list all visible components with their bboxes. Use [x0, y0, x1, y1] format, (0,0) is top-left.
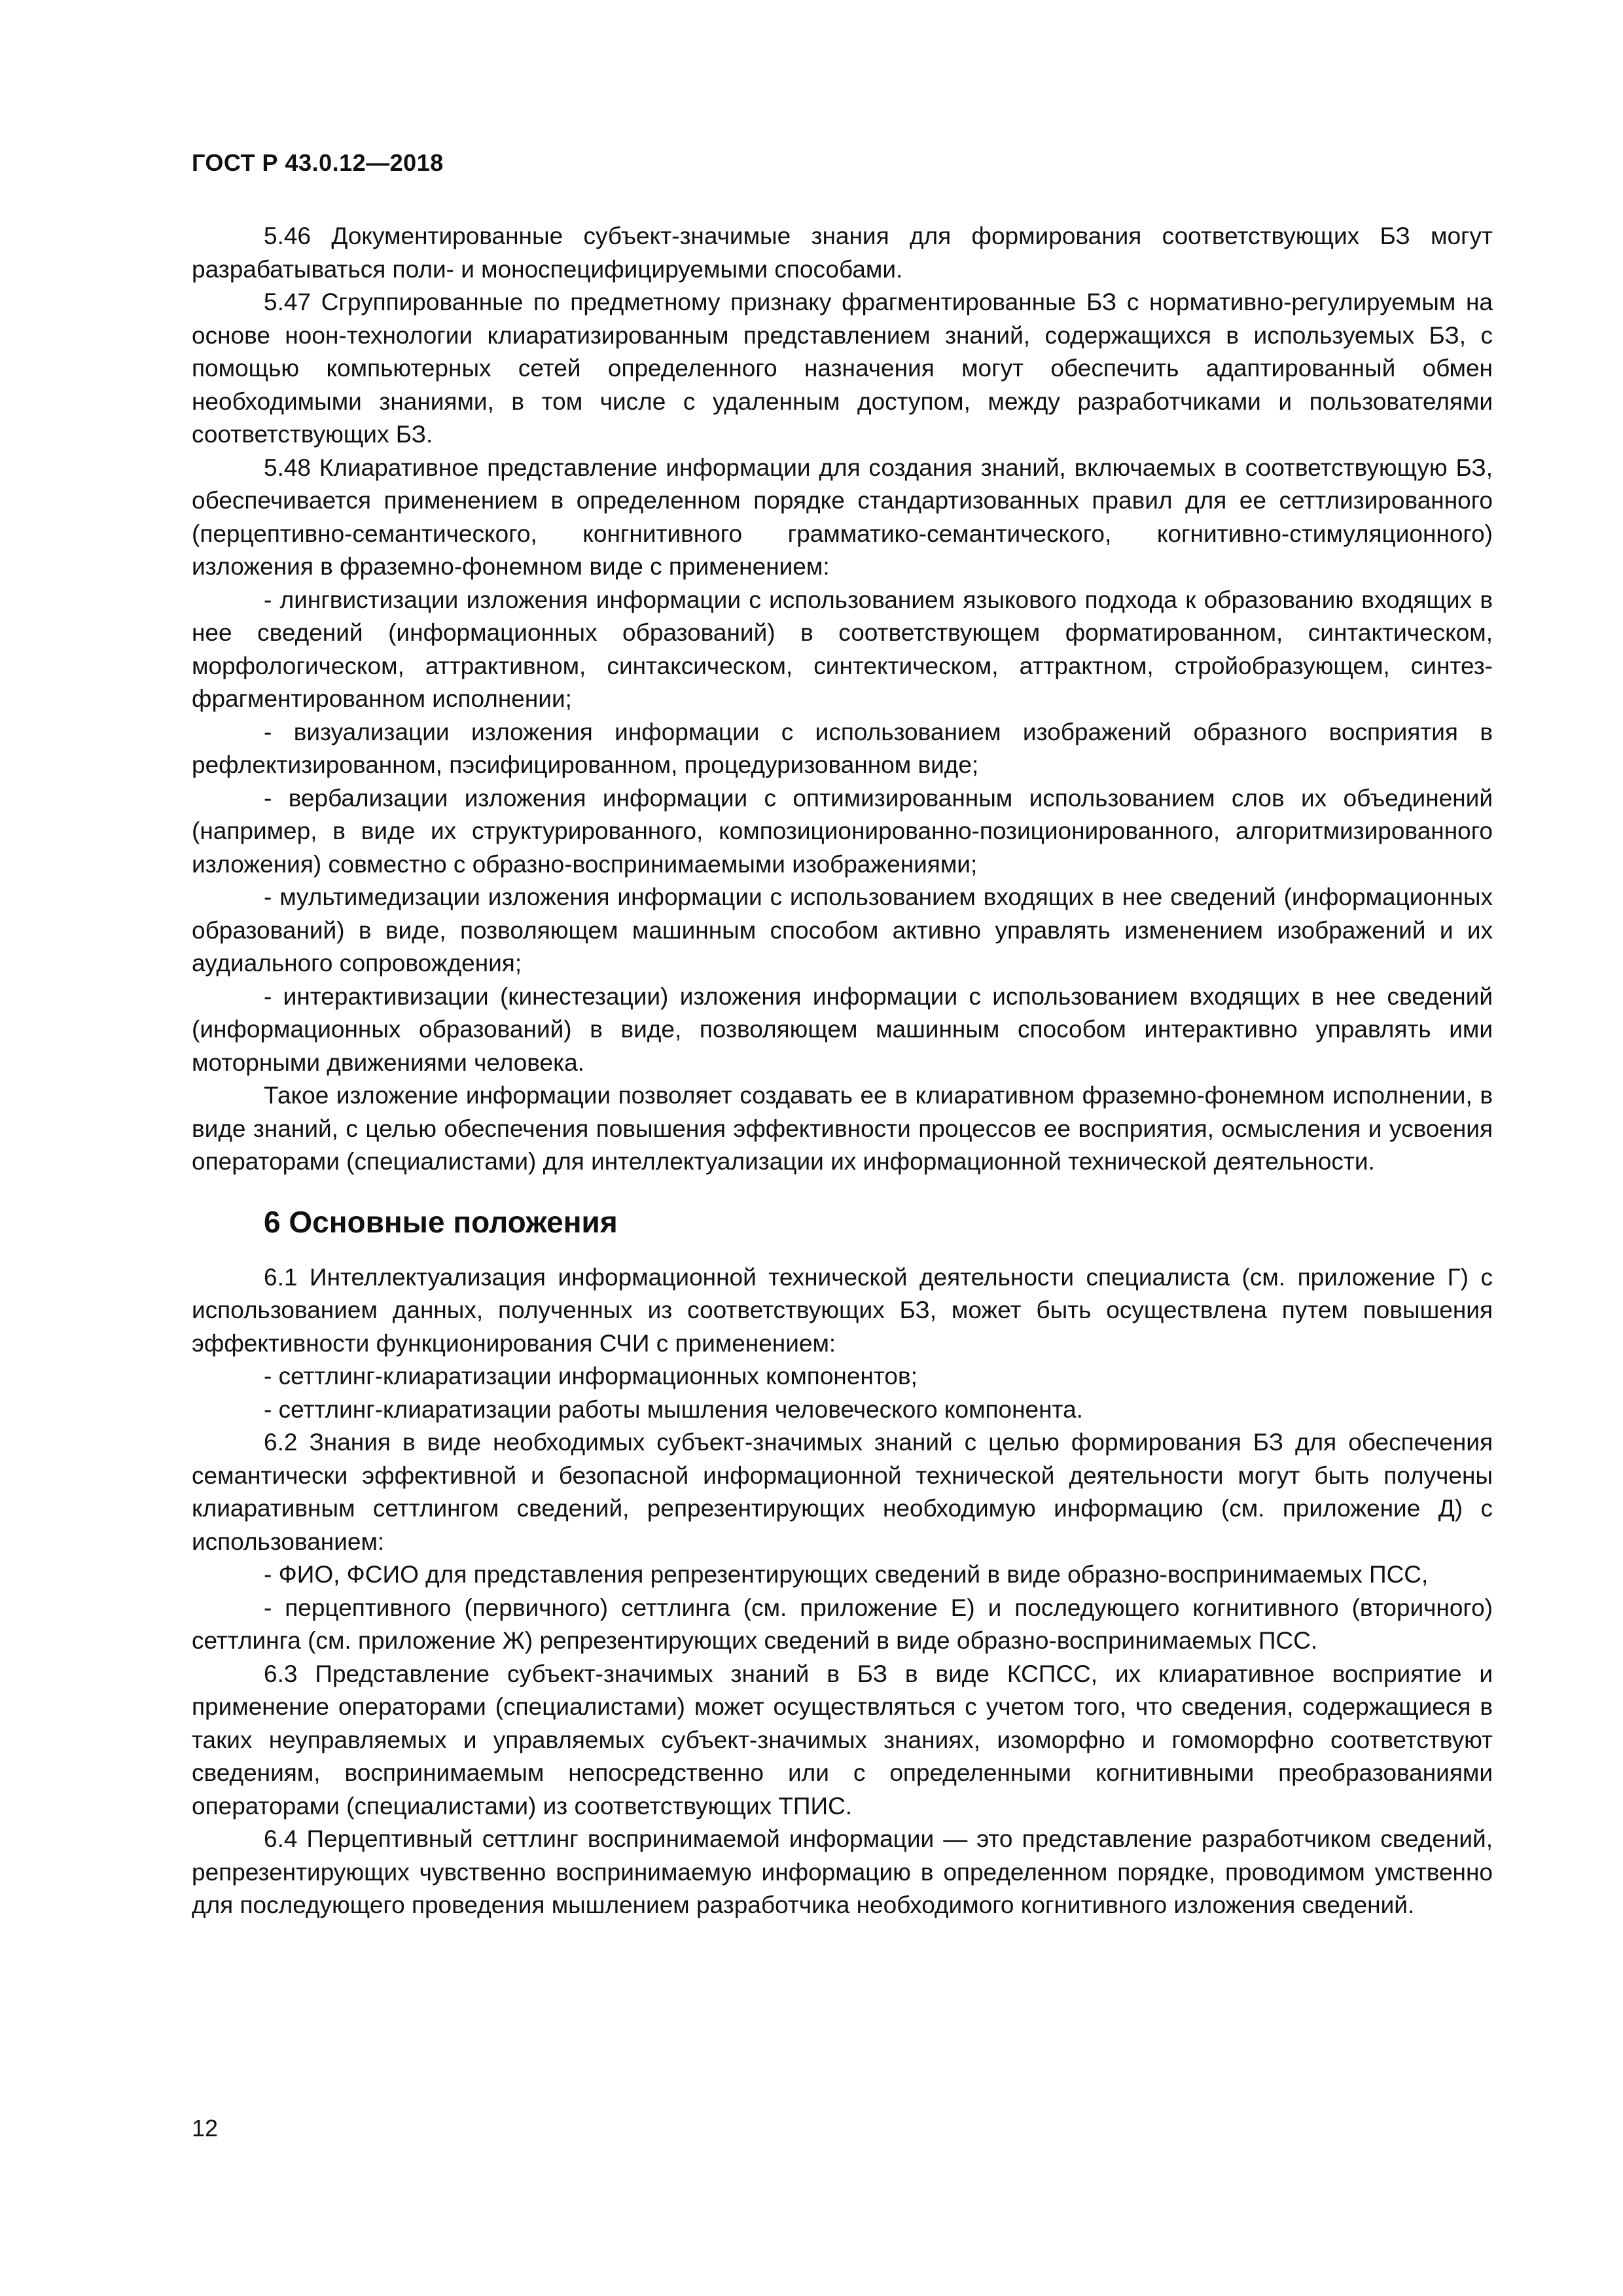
paragraph-summary: Такое изложение информации позволяет создавать ее в клиаративном фраземно-фонемном исполнении, в виде знаний, с целью обеспечения повышения эффективности процессов ее восприятия, осмысления и усвоения операторами (специалистами) для интеллектуализации их информационной технической деятельности.	[192, 1082, 1493, 1175]
section-title: 6 Основные положения	[264, 1204, 618, 1239]
paragraph-5-46: 5.46 Документированные субъект-значимые знания для формирования соответствующих БЗ могут разрабатываться поли- и моноспецифицируемыми способами.	[192, 223, 1493, 283]
paragraph-6-2: 6.2 Знания в виде необходимых субъект-значимых знаний с целью формирования БЗ для обеспечения семантически эффективной и безопасной информационной технической деятельности могут быть получены клиаративным сеттлингом сведений, репрезентирующих необходимую информацию (см. приложение Д) с использованием:	[192, 1429, 1493, 1555]
document-header: ГОСТ Р 43.0.12—2018	[192, 149, 444, 176]
list-item-settling-components: - сеттлинг-клиаратизации информационных компонентов;	[264, 1363, 918, 1390]
list-item-perceptive-settling: - перцептивного (первичного) сеттлинга (см. приложение Е) и последующего когнитивного (вторичного) сеттлинга (см. приложение Ж) репрезентирующих сведений в виде образно-воспринимаемых ПСС.	[192, 1594, 1493, 1654]
paragraph-6-3: 6.3 Представление субъект-значимых знаний в БЗ в виде КСПСС, их клиаративное восприятие и применение операторами (специалистами) может осуществляться с учетом того, что сведения, содержащиеся в таких неуправляемых и управляемых субъект-значимых знаниях, изоморфно и гомоморфно соответствуют сведениям, воспринимаемым непосредственно или с определенными когнитивными преобразованиями операторами (специалистами) из соответствующих ТПИС.	[192, 1660, 1493, 1820]
list-item-verbalization: - вербализации изложения информации с оптимизированным использованием слов их объединений (например, в виде их структурированного, композиционированно-позиционированного, алгоритмизированного изложения) совместно с образно-воспринимаемыми изображениями;	[192, 784, 1493, 878]
list-item-multimedization: - мультимедизации изложения информации с использованием входящих в нее сведений (информационных образований) в виде, позволяющем машинным способом активно управлять изменением изображений и их аудиального сопровождения;	[192, 884, 1493, 977]
page-number: 12	[192, 2115, 219, 2142]
paragraph-6-1: 6.1 Интеллектуализация информационной технической деятельности специалиста (см. приложение Г) с использованием данных, полученных из соответствующих БЗ, может быть осуществлена путем повышения эффективности функционирования СЧИ с применением:	[192, 1263, 1493, 1357]
paragraph-5-48: 5.48 Клиаративное представление информации для создания знаний, включаемых в соответствующую БЗ, обеспечивается применением в определенном порядке стандартизованных правил для ее сеттлизированного (перцептивно-семантического, конгнитивного грамматико-семантического, когнитивно-стимуляционного) изложения в фраземно-фонемном виде с применением:	[192, 454, 1493, 580]
paragraph-5-47: 5.47 Сгруппированные по предметному признаку фрагментированные БЗ с нормативно-регулируемым на основе ноон-технологии клиаратизированным представлением знаний, содержащихся в используемых БЗ, с помощью компьютерных сетей определенного назначения могут обеспечить адаптированный обмен необходимыми знаниями, в том числе с удаленным доступом, между разработчиками и пользователями соответствующих БЗ.	[192, 289, 1493, 448]
paragraph-6-4: 6.4 Перцептивный сеттлинг воспринимаемой информации — это представление разработчиком сведений, репрезентирующих чувственно воспринимаемую информацию в определенном порядке, проводимом умственно для последующего проведения мышлением разработчика необходимого когнитивного изложения сведений.	[192, 1825, 1493, 1918]
list-item-settling-thinking: - сеттлинг-клиаратизации работы мышления человеческого компонента.	[264, 1395, 1083, 1423]
list-item-linguistization: - лингвистизации изложения информации с использованием языкового подхода к образованию входящих в нее сведений (информационных образований) в соответствующем форматированном, синтактическом, морфологическом, аттрактивном, синтаксическом, синтектическом, аттрактном, стройобразующем, синтез-фрагментированном исполнении;	[192, 586, 1493, 712]
list-item-visualization: - визуализации изложения информации с использованием изображений образного восприятия в рефлектизированном, пэсифицированном, процедуризованном виде;	[192, 718, 1493, 778]
list-item-fio: - ФИО, ФСИО для представления репрезентирующих сведений в виде образно-воспринимаемых ПСС,	[264, 1561, 1429, 1588]
list-item-interactivization: - интерактивизации (кинестезации) изложения информации с использованием входящих в нее сведений (информационных образований) в виде, позволяющем машинным способом интерактивно управлять ими моторными движениями человека.	[192, 982, 1493, 1076]
document-body	[192, 220, 1493, 1922]
